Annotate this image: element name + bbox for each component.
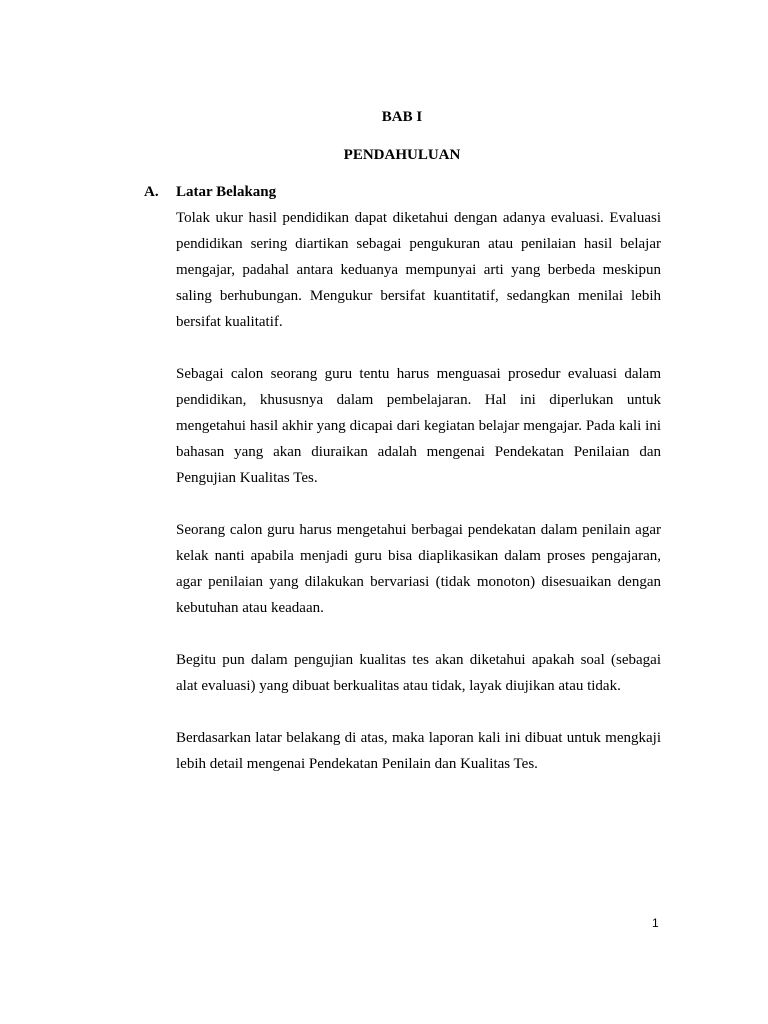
paragraph: Begitu pun dalam pengujian kualitas tes akan diketahui apakah soal (sebagai alat evaluasi) yang dibuat berkualitas atau tidak, layak diujikan atau tidak. (176, 652, 661, 694)
section-marker: A. (144, 184, 159, 200)
paragraph: Berdasarkan latar belakang di atas, maka laporan kali ini dibuat untuk mengkaji lebih detail mengenai Pendekatan Penilain dan Kualitas Tes. (176, 730, 661, 772)
section-heading: Latar Belakang (176, 184, 277, 200)
chapter-title: PENDAHULUAN (343, 147, 461, 163)
chapter-number: BAB I (381, 109, 423, 125)
paragraph: Seorang calon guru harus mengetahui berbagai pendekatan dalam penilain agar kelak nanti apabila menjadi guru bisa diaplikasikan dalam proses pengajaran, agar penilaian yang dilakukan bervariasi (tidak monoton) disesuaikan dengan kebutuhan atau keadaan. (176, 522, 661, 616)
page-number: 1 (652, 916, 659, 930)
paragraph: Sebagai calon seorang guru tentu harus menguasai prosedur evaluasi dalam pendidikan, khususnya dalam pembelajaran. Hal ini diperlukan untuk mengetahui hasil akhir yang dicapai dari kegiatan belajar mengajar. Pada kali ini bahasan yang akan diuraikan adalah mengenai Pendekatan Penilaian dan Pengujian Kualitas Tes. (176, 366, 661, 486)
paragraph: Tolak ukur hasil pendidikan dapat diketahui dengan adanya evaluasi. Evaluasi pendidikan sering diartikan sebagai pengukuran atau penilaian hasil belajar mengajar, padahal antara keduanya mempunyai arti yang berbeda meskipun saling berhubungan. Mengukur bersifat kuantitatif, sedangkan menilai lebih bersifat kualitatif. (176, 210, 661, 330)
